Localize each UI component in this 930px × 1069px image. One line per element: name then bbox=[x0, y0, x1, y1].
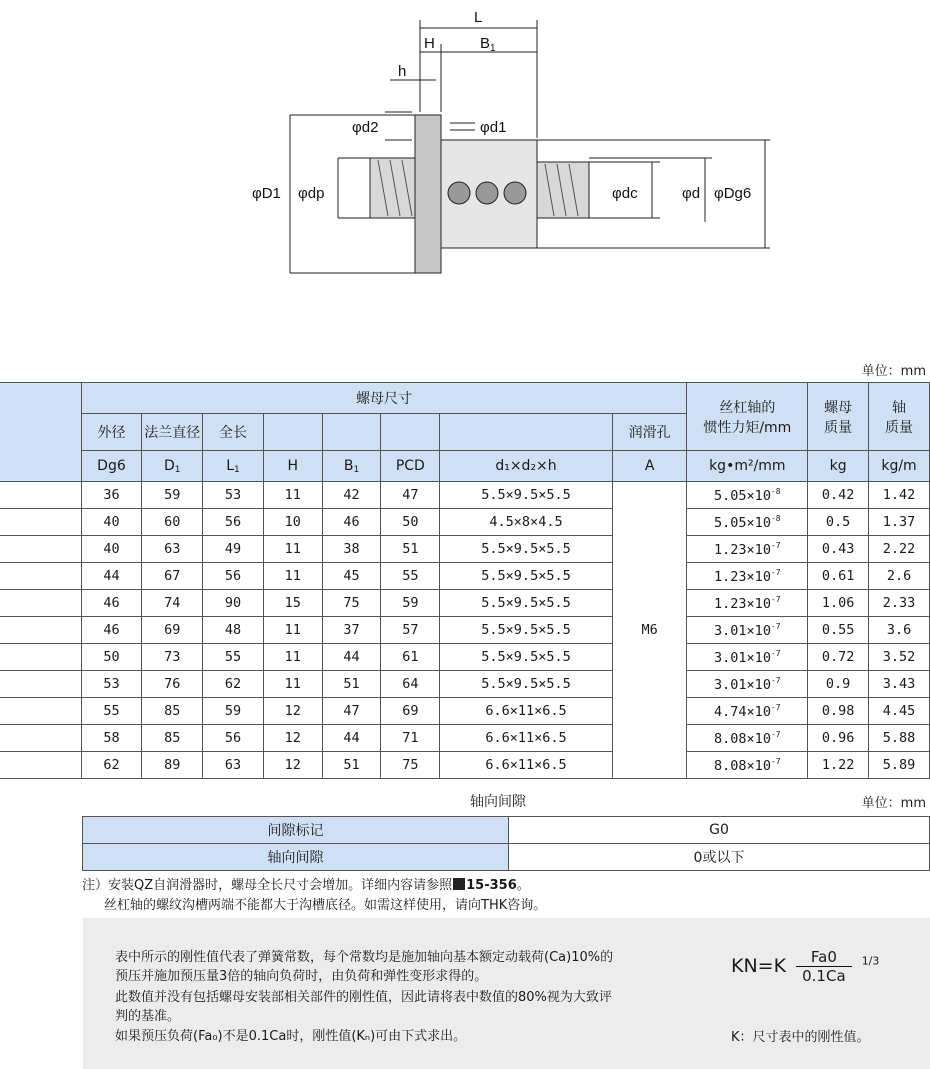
cell-pcd: 61 bbox=[381, 644, 440, 671]
cell-shaft-mass: 4.45 bbox=[869, 698, 930, 725]
cell-d1: 59 bbox=[142, 482, 203, 509]
cell-shaft-mass: 2.6 bbox=[869, 563, 930, 590]
clearance-label-1: 轴向间隙 bbox=[83, 844, 509, 871]
cell-d1: 85 bbox=[142, 725, 203, 752]
cell-dd: 6.6×11×6.5 bbox=[440, 752, 613, 779]
ref-icon bbox=[453, 878, 465, 890]
cell-dd: 5.5×9.5×5.5 bbox=[440, 536, 613, 563]
cell-nut-mass: 0.43 bbox=[808, 536, 869, 563]
table-row bbox=[0, 482, 930, 509]
clearance-unit: 单位：mm bbox=[861, 796, 926, 811]
cell-nut-mass: 1.06 bbox=[808, 590, 869, 617]
dim-H: H bbox=[424, 35, 435, 52]
cell-lube: M6 bbox=[612, 482, 687, 779]
row-label bbox=[0, 644, 81, 671]
cell-pcd: 71 bbox=[381, 725, 440, 752]
cell-shaft-mass: 3.43 bbox=[869, 671, 930, 698]
cell-inertia: $3.01\times 10^{-7}$ bbox=[687, 644, 808, 671]
cell-shaft-mass: 2.33 bbox=[869, 590, 930, 617]
cell-nut-mass: 0.61 bbox=[808, 563, 869, 590]
cell-pcd: 51 bbox=[381, 536, 440, 563]
col-lube-cn: 润滑孔 bbox=[612, 414, 687, 451]
spec-table bbox=[0, 382, 930, 779]
cell-l1: 55 bbox=[203, 644, 264, 671]
cell-pcd: 64 bbox=[381, 671, 440, 698]
cell-l1: 56 bbox=[203, 563, 264, 590]
col-lube-code: A bbox=[612, 451, 687, 482]
cell-b1: 51 bbox=[322, 752, 381, 779]
cell-l1: 62 bbox=[203, 671, 264, 698]
cell-inertia: $3.01\times 10^{-7}$ bbox=[687, 617, 808, 644]
stiffness-formula: KN=K $\frac{Fa0}{0.1Ca}$ $^{1/3}$ bbox=[731, 948, 880, 985]
cell-nut-mass: 0.42 bbox=[808, 482, 869, 509]
cell-pcd: 59 bbox=[381, 590, 440, 617]
cell-h: 10 bbox=[263, 509, 322, 536]
cell-dg6: 46 bbox=[81, 590, 142, 617]
cell-nut-mass: 0.72 bbox=[808, 644, 869, 671]
cell-b1: 42 bbox=[322, 482, 381, 509]
cell-shaft-mass: 1.37 bbox=[869, 509, 930, 536]
cell-h: 11 bbox=[263, 536, 322, 563]
cell-pcd: 50 bbox=[381, 509, 440, 536]
cell-nut-mass: 0.55 bbox=[808, 617, 869, 644]
cell-b1: 37 bbox=[322, 617, 381, 644]
dim-L: L bbox=[474, 9, 483, 26]
cell-l1: 56 bbox=[203, 509, 264, 536]
unit-label: 单位：mm bbox=[861, 364, 926, 379]
cell-l1: 90 bbox=[203, 590, 264, 617]
cell-h: 15 bbox=[263, 590, 322, 617]
cell-b1: 51 bbox=[322, 671, 381, 698]
cell-h: 11 bbox=[263, 617, 322, 644]
table-row bbox=[0, 617, 930, 644]
stiffness-line-1: 预压并施加预压量3倍的轴向负荷时，由负荷和弹性变形求得的。 bbox=[115, 969, 488, 984]
col-h-cn bbox=[263, 414, 322, 451]
cell-inertia: $1.23\times 10^{-7}$ bbox=[687, 536, 808, 563]
cell-dd: 4.5×8×4.5 bbox=[440, 509, 613, 536]
cell-nut-mass: 0.9 bbox=[808, 671, 869, 698]
col-b1-cn bbox=[322, 414, 381, 451]
col-pcd-cn bbox=[381, 414, 440, 451]
table-row bbox=[0, 725, 930, 752]
cell-h: 11 bbox=[263, 671, 322, 698]
col-d1-code: $D_1$ bbox=[142, 451, 203, 482]
cell-l1: 48 bbox=[203, 617, 264, 644]
cell-b1: 47 bbox=[322, 698, 381, 725]
row-label bbox=[0, 617, 81, 644]
table-row bbox=[0, 671, 930, 698]
col-inertia-unit: kg•m²/mm bbox=[687, 451, 808, 482]
inertia-header: 丝杠轴的 惯性力矩/mm bbox=[687, 383, 808, 451]
table-row bbox=[0, 644, 930, 671]
note-line-1: 注）安装QZ自润滑器时，螺母全长尺寸会增加。详细内容请参照 15-356。 bbox=[82, 878, 530, 893]
row-label bbox=[0, 671, 81, 698]
cell-dd: 6.6×11×6.5 bbox=[440, 725, 613, 752]
shaft-mass-header: 轴 质量 bbox=[869, 383, 930, 451]
cell-dg6: 40 bbox=[81, 536, 142, 563]
cell-pcd: 75 bbox=[381, 752, 440, 779]
cell-dd: 5.5×9.5×5.5 bbox=[440, 644, 613, 671]
col-dd-cn bbox=[440, 414, 613, 451]
cell-dg6: 46 bbox=[81, 617, 142, 644]
cell-d1: 76 bbox=[142, 671, 203, 698]
cell-nut-mass: 0.5 bbox=[808, 509, 869, 536]
cell-inertia: $4.74\times 10^{-7}$ bbox=[687, 698, 808, 725]
table-row bbox=[0, 563, 930, 590]
cell-dg6: 50 bbox=[81, 644, 142, 671]
cell-b1: 46 bbox=[322, 509, 381, 536]
row-label bbox=[0, 725, 81, 752]
cell-d1: 74 bbox=[142, 590, 203, 617]
row-label bbox=[0, 536, 81, 563]
cell-l1: 53 bbox=[203, 482, 264, 509]
cell-shaft-mass: 5.88 bbox=[869, 725, 930, 752]
cell-b1: 75 bbox=[322, 590, 381, 617]
dim-B1: $B_1$ bbox=[480, 35, 496, 54]
cell-dd: 5.5×9.5×5.5 bbox=[440, 590, 613, 617]
table-row bbox=[0, 590, 930, 617]
stiffness-box bbox=[83, 918, 930, 1069]
stiffness-line-0: 表中所示的刚性值代表了弹簧常数，每个常数均是施加轴向基本额定动载荷(Ca)10%的 bbox=[115, 950, 614, 965]
cell-h: 12 bbox=[263, 752, 322, 779]
cell-h: 12 bbox=[263, 725, 322, 752]
cell-b1: 45 bbox=[322, 563, 381, 590]
empty-header bbox=[0, 383, 81, 482]
cell-inertia: $3.01\times 10^{-7}$ bbox=[687, 671, 808, 698]
cell-pcd: 57 bbox=[381, 617, 440, 644]
dim-h: h bbox=[398, 63, 407, 80]
cell-pcd: 69 bbox=[381, 698, 440, 725]
cell-dg6: 44 bbox=[81, 563, 142, 590]
cell-d1: 67 bbox=[142, 563, 203, 590]
cell-inertia: $1.23\times 10^{-7}$ bbox=[687, 563, 808, 590]
dim-dp: φdp bbox=[298, 185, 325, 202]
clearance-caption: 轴向间隙 bbox=[470, 794, 526, 810]
dim-d: φd bbox=[682, 185, 701, 202]
table-row bbox=[0, 752, 930, 779]
cell-d1: 89 bbox=[142, 752, 203, 779]
dim-D1: φD1 bbox=[252, 185, 281, 202]
cell-d1: 73 bbox=[142, 644, 203, 671]
row-label bbox=[0, 563, 81, 590]
stiffness-line-3: 判的基准。 bbox=[115, 1009, 181, 1024]
cell-shaft-mass: 2.22 bbox=[869, 536, 930, 563]
col-d1-cn: 法兰直径 bbox=[142, 414, 203, 451]
row-label bbox=[0, 482, 81, 509]
col-shaft-mass-unit: kg/m bbox=[869, 451, 930, 482]
cell-h: 12 bbox=[263, 698, 322, 725]
cell-shaft-mass: 5.89 bbox=[869, 752, 930, 779]
cell-dg6: 40 bbox=[81, 509, 142, 536]
cell-l1: 59 bbox=[203, 698, 264, 725]
table-row bbox=[0, 509, 930, 536]
col-pcd-code: PCD bbox=[381, 451, 440, 482]
cell-d1: 85 bbox=[142, 698, 203, 725]
stiffness-line-2: 此数值并没有包括螺母安装部相关部件的刚性值，因此请将表中数值的80%视为大致评 bbox=[115, 990, 612, 1005]
cell-dg6: 62 bbox=[81, 752, 142, 779]
cell-h: 11 bbox=[263, 644, 322, 671]
cell-inertia: $5.05\times 10^{-8}$ bbox=[687, 482, 808, 509]
nut-mass-header: 螺母 质量 bbox=[808, 383, 869, 451]
dim-dc: φdc bbox=[612, 185, 638, 202]
cell-inertia: $8.08\times 10^{-7}$ bbox=[687, 752, 808, 779]
cell-dd: 5.5×9.5×5.5 bbox=[440, 671, 613, 698]
col-l1-code: $L_1$ bbox=[203, 451, 264, 482]
row-label bbox=[0, 698, 81, 725]
note-line-2: 丝杠轴的螺纹沟槽两端不能都大于沟槽底径。如需这样使用，请向THK咨询。 bbox=[104, 898, 547, 913]
cell-h: 11 bbox=[263, 482, 322, 509]
cell-inertia: $5.05\times 10^{-8}$ bbox=[687, 509, 808, 536]
col-dd-code: d₁×d₂×h bbox=[440, 451, 613, 482]
cell-shaft-mass: 3.52 bbox=[869, 644, 930, 671]
clearance-label-0: 间隙标记 bbox=[83, 817, 509, 844]
cell-l1: 49 bbox=[203, 536, 264, 563]
col-dg6-cn: 外径 bbox=[81, 414, 142, 451]
col-nut-mass-unit: kg bbox=[808, 451, 869, 482]
cell-dg6: 36 bbox=[81, 482, 142, 509]
cell-d1: 60 bbox=[142, 509, 203, 536]
cell-dg6: 53 bbox=[81, 671, 142, 698]
cell-inertia: $8.08\times 10^{-7}$ bbox=[687, 725, 808, 752]
cell-dd: 5.5×9.5×5.5 bbox=[440, 482, 613, 509]
cell-dd: 5.5×9.5×5.5 bbox=[440, 617, 613, 644]
dim-Dg6: φDg6 bbox=[714, 185, 752, 202]
row-label bbox=[0, 509, 81, 536]
cell-b1: 44 bbox=[322, 644, 381, 671]
dim-d2: φd2 bbox=[352, 119, 379, 136]
cell-shaft-mass: 1.42 bbox=[869, 482, 930, 509]
cell-d1: 63 bbox=[142, 536, 203, 563]
col-dg6-code: Dg6 bbox=[81, 451, 142, 482]
cell-nut-mass: 0.96 bbox=[808, 725, 869, 752]
table-row bbox=[0, 536, 930, 563]
cell-dd: 6.6×11×6.5 bbox=[440, 698, 613, 725]
cell-dd: 5.5×9.5×5.5 bbox=[440, 563, 613, 590]
col-h-code: H bbox=[263, 451, 322, 482]
cell-nut-mass: 0.98 bbox=[808, 698, 869, 725]
col-l1-cn: 全长 bbox=[203, 414, 264, 451]
table-row bbox=[0, 698, 930, 725]
k-description: K：尺寸表中的刚性值。 bbox=[731, 1030, 870, 1045]
cell-dg6: 55 bbox=[81, 698, 142, 725]
cell-nut-mass: 1.22 bbox=[808, 752, 869, 779]
cell-dg6: 58 bbox=[81, 725, 142, 752]
row-label bbox=[0, 590, 81, 617]
cell-pcd: 55 bbox=[381, 563, 440, 590]
ball-screw-drawing bbox=[0, 0, 930, 300]
cell-b1: 44 bbox=[322, 725, 381, 752]
cell-h: 11 bbox=[263, 563, 322, 590]
cell-l1: 63 bbox=[203, 752, 264, 779]
cell-inertia: $1.23\times 10^{-7}$ bbox=[687, 590, 808, 617]
clearance-value-0: G0 bbox=[509, 817, 930, 844]
row-label bbox=[0, 752, 81, 779]
ref-link[interactable]: 15-356 bbox=[466, 878, 517, 893]
cell-d1: 69 bbox=[142, 617, 203, 644]
stiffness-line-4: 如果预压负荷(Fa₀)不是0.1Ca时，刚性值(Kₙ)可由下式求出。 bbox=[115, 1029, 467, 1044]
cell-l1: 56 bbox=[203, 725, 264, 752]
cell-b1: 38 bbox=[322, 536, 381, 563]
cell-shaft-mass: 3.6 bbox=[869, 617, 930, 644]
dim-d1: φd1 bbox=[480, 119, 507, 136]
clearance-table bbox=[82, 816, 930, 871]
col-b1-code: $B_1$ bbox=[322, 451, 381, 482]
clearance-value-1: 0或以下 bbox=[509, 844, 930, 871]
nut-dim-header: 螺母尺寸 bbox=[81, 383, 687, 414]
cell-pcd: 47 bbox=[381, 482, 440, 509]
